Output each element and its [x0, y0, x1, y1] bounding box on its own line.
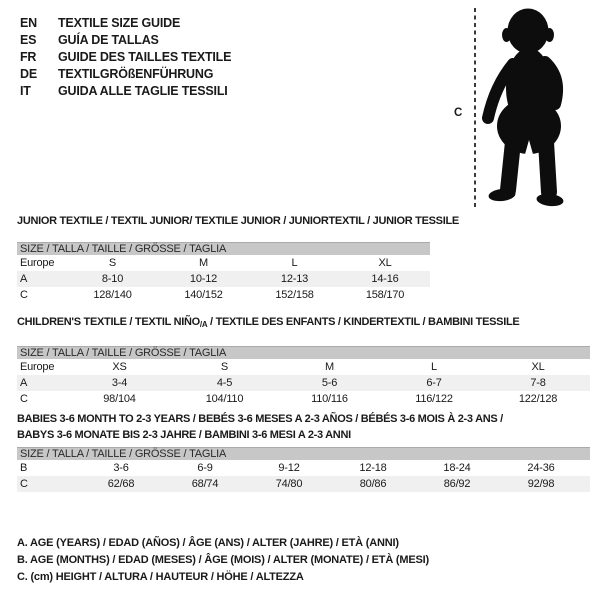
- junior-section-title: JUNIOR TEXTILE / TEXTIL JUNIOR/ TEXTILE JUNIOR / JUNIORTEXTIL / JUNIOR TESSILE: [17, 215, 459, 227]
- age-cell: 24-36: [527, 462, 555, 474]
- row-label: C: [20, 393, 28, 405]
- spacer-cell: [583, 476, 590, 492]
- height-cell: 98/104: [103, 393, 136, 405]
- lang-code: DE: [20, 67, 37, 81]
- lang-label: TEXTILGRÖßENFÜHRUNG: [58, 67, 214, 81]
- size-cell: XL: [531, 361, 545, 373]
- age-cell: 4-5: [216, 377, 233, 389]
- age-cell: 18-24: [443, 462, 471, 474]
- size-header-bar: SIZE / TALLA / TAILLE / GRÖSSE / TAGLIA: [17, 242, 430, 255]
- size-cell: M: [325, 361, 334, 373]
- size-cell: M: [199, 257, 208, 269]
- size-cell: XS: [112, 361, 127, 373]
- size-cell: S: [220, 361, 229, 373]
- table-row: [17, 476, 590, 492]
- children-section-title: [17, 316, 590, 331]
- title-prefix: CHILDREN'S TEXTILE / TEXTIL NIÑO: [17, 316, 200, 328]
- table-row: [17, 287, 430, 303]
- title-line-1: BABIES 3-6 MONTH TO 2-3 YEARS / BEBÉS 3-6 MESES A 2-3 AÑOS / BÉBÉS 3-6 MOIS À 2-3 ANS /: [17, 413, 503, 425]
- height-cell: 86/92: [443, 478, 471, 490]
- row-label: B: [20, 462, 28, 474]
- baby-silhouette-figure: [450, 4, 590, 212]
- height-cell: 158/170: [365, 289, 405, 301]
- table-row: [17, 255, 430, 271]
- lang-label: GUIDE DES TAILLES TEXTILE: [58, 50, 232, 64]
- age-cell: 3-6: [113, 462, 129, 474]
- height-cell: 128/140: [93, 289, 132, 301]
- row-label: Europe: [20, 257, 55, 269]
- baby-silhouette: [488, 9, 564, 209]
- height-cell: 68/74: [191, 478, 219, 490]
- age-cell: 3-4: [111, 377, 128, 389]
- babies-section-title: [17, 411, 590, 443]
- lang-row-en: [20, 16, 231, 33]
- row-label: A: [20, 377, 28, 389]
- lang-label: TEXTILE SIZE GUIDE: [58, 16, 181, 30]
- height-cell: 74/80: [275, 478, 303, 490]
- size-cell: L: [431, 361, 437, 373]
- title-suffix: / TEXTILE DES ENFANTS / KINDERTEXTIL / BAMBINI TESSILE: [207, 316, 520, 328]
- lang-code: EN: [20, 16, 37, 30]
- children-size-table: [17, 359, 590, 407]
- age-cell: 10-12: [189, 273, 218, 285]
- size-header-bar: SIZE / TALLA / TAILLE / GRÖSSE / TAGLIA: [17, 447, 590, 460]
- lang-row-it: [20, 84, 231, 101]
- age-cell: 12-18: [359, 462, 387, 474]
- height-cell: 104/110: [205, 393, 244, 405]
- lang-row-de: [20, 67, 231, 84]
- lang-code: IT: [20, 84, 31, 98]
- height-cell: 152/158: [275, 289, 314, 301]
- footnote-c: C. (cm) HEIGHT / ALTURA / HAUTEUR / HÖHE / ALTEZZA: [17, 571, 304, 583]
- height-cell: 80/86: [359, 478, 387, 490]
- language-title-list: [20, 16, 231, 101]
- size-cell: S: [108, 257, 117, 269]
- age-cell: 12-13: [280, 273, 309, 285]
- height-cell: 122/128: [518, 393, 558, 405]
- row-label: C: [20, 478, 28, 490]
- age-cell: 8-10: [101, 273, 124, 285]
- row-label: C: [20, 289, 28, 301]
- footnote-a: A. AGE (YEARS) / EDAD (AÑOS) / ÂGE (ANS) / ALTER (JAHRE) / ETÀ (ANNI): [17, 537, 399, 549]
- row-label: Europe: [20, 361, 55, 373]
- lang-code: ES: [20, 33, 37, 47]
- babies-section: [17, 411, 590, 492]
- height-cell: 116/122: [415, 393, 453, 405]
- lang-row-fr: [20, 50, 231, 67]
- age-cell: 14-16: [371, 273, 399, 285]
- age-cell: 7-8: [530, 377, 546, 389]
- title-line-2: BABYS 3-6 MONATE BIS 2-3 JAHRE / BAMBINI 3-6 MESI A 2-3 ANNI: [17, 429, 351, 441]
- title-subscript: /A: [199, 320, 208, 329]
- table-row: [17, 460, 590, 476]
- footnote-b: B. AGE (MONTHS) / EDAD (MESES) / ÂGE (MOIS) / ALTER (MONATE) / ETÀ (MESI): [17, 554, 429, 566]
- table-row: [17, 271, 430, 287]
- row-label: A: [20, 273, 28, 285]
- spacer-cell: [583, 460, 590, 476]
- children-section: [17, 316, 590, 407]
- height-cell: 62/68: [107, 478, 135, 490]
- table-row: [17, 359, 590, 375]
- lang-label: GUIDA ALLE TAGLIE TESSILI: [58, 84, 228, 98]
- age-cell: 5-6: [321, 377, 338, 389]
- lang-row-es: [20, 33, 231, 50]
- size-cell: L: [291, 257, 298, 269]
- size-cell: XL: [378, 257, 392, 269]
- junior-size-table: [17, 255, 430, 303]
- age-cell: 6-9: [197, 462, 213, 474]
- age-cell: 9-12: [278, 462, 300, 474]
- height-label-c: C: [454, 107, 463, 119]
- height-cell: 110/116: [311, 393, 348, 405]
- age-cell: 6-7: [426, 377, 442, 389]
- lang-code: FR: [20, 50, 37, 64]
- junior-section: [17, 215, 459, 303]
- babies-size-table: [17, 460, 590, 492]
- height-cell: 140/152: [184, 289, 223, 301]
- table-row: [17, 391, 590, 407]
- size-header-bar: SIZE / TALLA / TAILLE / GRÖSSE / TAGLIA: [17, 346, 590, 359]
- lang-label: GUÍA DE TALLAS: [58, 33, 159, 47]
- footnotes: [17, 536, 429, 587]
- height-cell: 92/98: [527, 478, 555, 490]
- table-row: [17, 375, 590, 391]
